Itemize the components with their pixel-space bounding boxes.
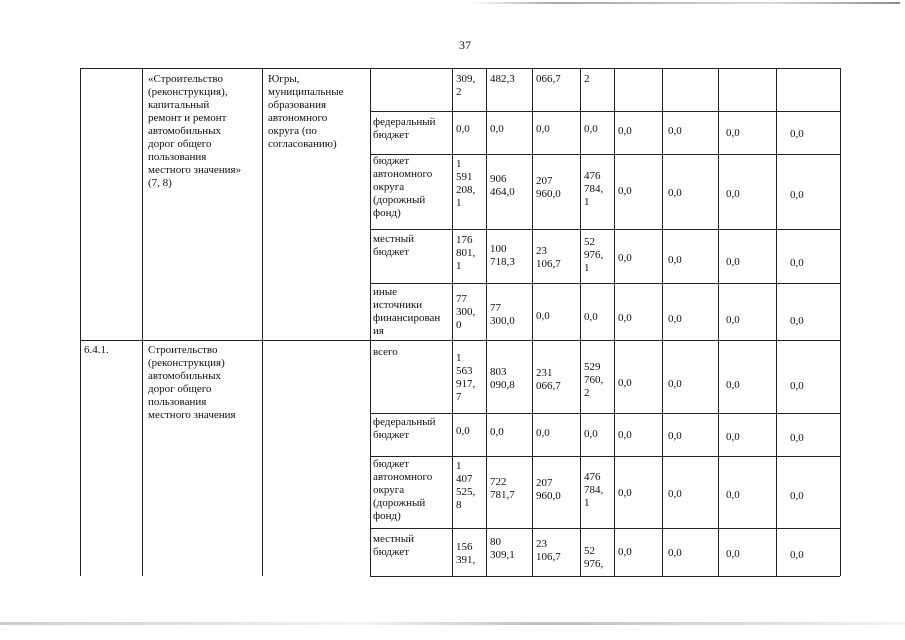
value-cell: 0,0 [726,489,740,501]
table-rule-horizontal [370,576,840,577]
value-cell: 0,0 [790,380,804,392]
value-cell: 1 407 525, 8 [456,460,476,511]
source-label: местный бюджет [373,533,414,558]
value-cell: 156 391, [456,541,476,566]
value-cell: 0,0 [790,257,804,269]
table-rule-vertical [486,68,487,576]
source-label: местный бюджет [373,233,414,258]
scan-edge-top [470,2,900,4]
value-cell: 77 300,0 [490,302,515,327]
source-label: федеральный бюджет [373,416,436,441]
table-rule-vertical [776,68,777,576]
value-cell: 0,0 [536,310,550,322]
value-cell: 0,0 [618,312,632,324]
value-cell: 803 090,8 [490,366,515,391]
value-cell: 0,0 [536,123,550,135]
value-cell: 0,0 [668,313,682,325]
source-label: федеральный бюджет [373,116,436,141]
table-rule-vertical [614,68,615,576]
top-row-value: 2 [584,73,590,85]
value-cell: 0,0 [790,549,804,561]
value-cell: 0,0 [726,127,740,139]
value-cell: 0,0 [456,425,470,437]
top-row-value: 482,3 [490,73,515,85]
item-number: 6.4.1. [84,344,109,356]
value-cell: 0,0 [668,378,682,390]
value-cell: 0,0 [584,428,598,440]
program-title-cell: «Строительство (реконструкция), капитальный ремонт и ремонт автомобильных дорог общего пользования местного значения» (7, 8) [148,73,242,189]
value-cell: 0,0 [790,432,804,444]
value-cell: 176 801, 1 [456,234,476,272]
value-cell: 52 976, 1 [584,236,604,274]
table-rule-vertical [142,68,143,576]
value-cell: 0,0 [668,488,682,500]
value-cell: 23 106,7 [536,245,561,270]
value-cell: 476 784, 1 [584,170,604,208]
value-cell: 52 976, [584,545,604,570]
source-label: иные источники финансирован ия [373,286,441,337]
table-rule-vertical [262,68,263,576]
value-cell: 0,0 [668,125,682,137]
value-cell: 0,0 [618,546,632,558]
value-cell: 0,0 [726,379,740,391]
value-cell: 77 300, 0 [456,293,476,331]
value-cell: 906 464,0 [490,173,515,198]
value-cell: 0,0 [584,123,598,135]
value-cell: 0,0 [618,252,632,264]
source-label: бюджет автономного округа (дорожный фонд) [373,458,433,522]
value-cell: 0,0 [490,426,504,438]
value-cell: 476 784, 1 [584,471,604,509]
value-cell: 0,0 [790,315,804,327]
source-label: всего [373,346,398,358]
value-cell: 0,0 [790,189,804,201]
item-title: Строительство (реконструкция) автомобильных дорог общего пользования местного значения [148,344,236,421]
table-rule-vertical [370,68,371,576]
value-cell: 0,0 [490,123,504,135]
value-cell: 0,0 [618,185,632,197]
value-cell: 0,0 [668,547,682,559]
value-cell: 80 309,1 [490,536,515,561]
value-cell: 207 960,0 [536,477,561,502]
table-rule-vertical [452,68,453,576]
table-rule-horizontal [80,340,840,341]
top-row-value: 066,7 [536,73,561,85]
page-number: 37 [459,38,471,52]
executor-cell: Югры, муниципальные образования автономного округа (по согласованию) [268,73,344,150]
table-rule-vertical [840,68,841,576]
value-cell: 231 066,7 [536,367,561,392]
table-rule-horizontal [370,456,840,457]
scan-edge-bottom [0,622,905,625]
value-cell: 0,0 [668,187,682,199]
table-rule-horizontal [80,68,840,69]
value-cell: 100 718,3 [490,243,515,268]
value-cell: 722 781,7 [490,476,515,501]
table-rule-horizontal [370,528,840,529]
value-cell: 0,0 [790,490,804,502]
top-row-value: 309, 2 [456,73,476,98]
table-rule-horizontal [370,283,840,284]
value-cell: 529 760, 2 [584,361,604,399]
table-rule-horizontal [370,111,840,112]
value-cell: 0,0 [668,430,682,442]
value-cell: 0,0 [618,487,632,499]
value-cell: 0,0 [536,427,550,439]
value-cell: 0,0 [618,429,632,441]
value-cell: 23 106,7 [536,538,561,563]
table-rule-vertical [580,68,581,576]
value-cell: 1 563 917, 7 [456,352,476,403]
value-cell: 0,0 [726,431,740,443]
value-cell: 0,0 [726,548,740,560]
value-cell: 0,0 [790,128,804,140]
table-rule-horizontal [370,229,840,230]
value-cell: 0,0 [456,123,470,135]
table-rule-vertical [80,68,81,576]
value-cell: 0,0 [618,377,632,389]
value-cell: 0,0 [726,188,740,200]
value-cell: 0,0 [668,254,682,266]
table-rule-horizontal [370,154,840,155]
source-label: бюджет автономного округа (дорожный фонд) [373,155,433,219]
value-cell: 0,0 [584,311,598,323]
value-cell: 0,0 [726,314,740,326]
table-rule-vertical [718,68,719,576]
table-rule-vertical [662,68,663,576]
value-cell: 207 960,0 [536,175,561,200]
table-rule-vertical [532,68,533,576]
value-cell: 1 591 208, 1 [456,158,476,209]
value-cell: 0,0 [618,125,632,137]
value-cell: 0,0 [726,256,740,268]
table-rule-horizontal [370,413,840,414]
